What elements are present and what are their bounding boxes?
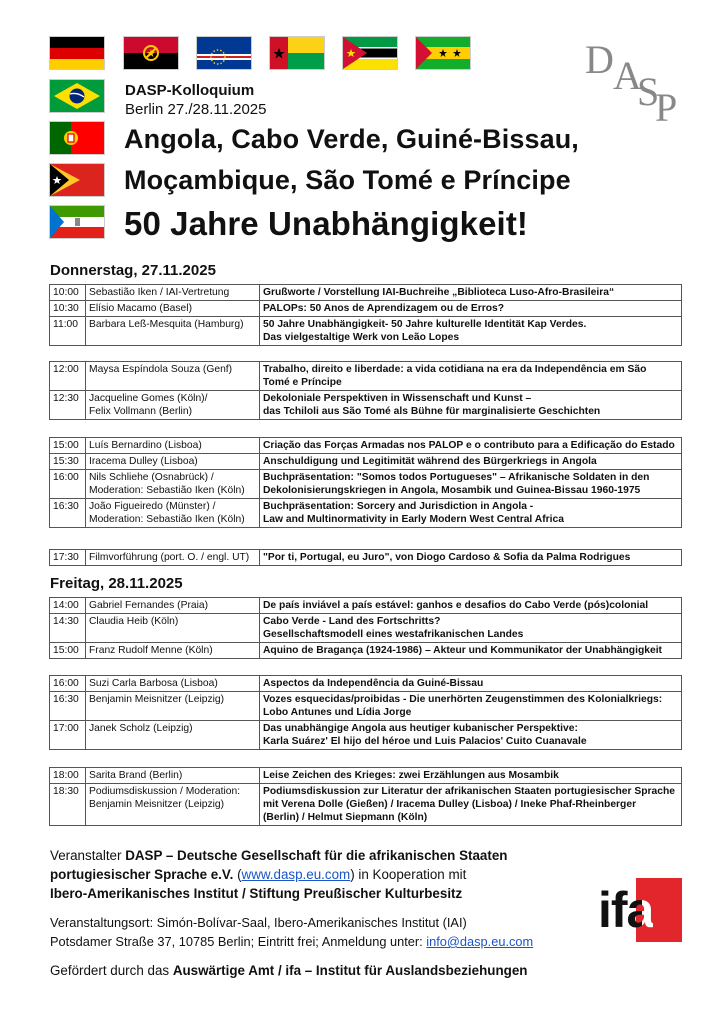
venue-address: Potsdamer Straße 37, 10785 Berlin; Eintritt frei; Anmeldung unter: [50,934,427,949]
schedule-row [50,614,682,643]
organizer-line-2 [50,867,466,882]
session-speaker [86,643,260,659]
partner: Ibero-Amerikanisches Institut / Stiftung Preußischer Kulturbesitz [50,886,463,901]
session-speaker [86,317,260,346]
mozambique-flag [343,37,397,69]
title-line: Leise Zeichen des Krieges: zwei Erzählungen aus Mosambik [263,770,559,781]
speaker-line: Jacqueline Gomes (Köln)/ [89,393,208,404]
title-line-1: Angola, Cabo Verde, Guiné-Bissau, [124,124,579,154]
speaker-line: Franz Rudolf Menne (Köln) [89,645,213,656]
speaker-line: Luís Bernardino (Lisboa) [89,440,202,451]
speaker-line: Moderation: Sebastião Iken (Köln) [89,485,245,496]
speaker-line: Suzi Carla Barbosa (Lisboa) [89,678,218,689]
session-time: 16:00 [50,470,86,499]
session-title [260,391,682,420]
speaker-line: Podiumsdiskussion / Moderation: [89,786,241,797]
dasp-logo [585,37,685,130]
session-title [260,499,682,528]
equatorial-guinea-flag [50,206,104,238]
schedule-body [50,550,682,566]
title-line: "Por ti, Portugal, eu Juro", von Diogo Cardoso & Sofia da Palma Rodrigues [263,552,631,563]
schedule-row [50,721,682,750]
title-line: 50 Jahre Unabhängigkeit- 50 Jahre kulturelle Identität Kap Verdes. [263,319,587,330]
schedule-row [50,499,682,528]
guinea-bissau-flag [270,37,324,69]
venue-line-1: Veranstaltungsort: Simón-Bolívar-Saal, Ibero-Amerikanisches Institut (IAI) [50,915,467,930]
organizer-name: DASP – Deutsche Gesellschaft für die afrikanischen Staaten [125,848,508,863]
session-time: 15:00 [50,643,86,659]
title-line-3: 50 Jahre Unabhängigkeit! [124,205,529,242]
speaker-line: Janek Scholz (Leipzig) [89,723,193,734]
title-line: De país inviável a país estável: ganhos e desafios do Cabo Verde (pós)colonial [263,600,649,611]
funded-prefix: Gefördert durch das [50,963,173,978]
schedule-body [50,598,682,659]
schedule-block [49,437,682,528]
schedule-row [50,454,682,470]
title-line: Grußworte / Vorstellung IAI-Buchreihe „Biblioteca Luso-Afro-Brasileira“ [263,287,615,298]
title-line: PALOPs: 50 Anos de Aprendizagem ou de Erros? [263,303,505,314]
title-line: Law and Multinormativity in Early Modern West Central Africa [263,514,564,525]
schedule-row [50,301,682,317]
session-time: 11:00 [50,317,86,346]
schedule-row [50,676,682,692]
schedule-body [50,362,682,420]
schedule-row [50,692,682,721]
session-title [260,470,682,499]
place-date: Berlin 27./28.11.2025 [125,101,267,118]
title-line: Trabalho, direito e liberdade: a vida cotidiana na era da Independência em São [263,364,647,375]
session-title [260,643,682,659]
session-speaker [86,454,260,470]
speaker-line: Benjamin Meisnitzer (Leipzig) [89,799,225,810]
schedule-body [50,768,682,826]
title-line: Anschuldigung und Legitimität während des Bürgerkriegs in Angola [263,456,597,467]
session-title [260,692,682,721]
organizer-name-cont: portugiesischer Sprache e.V. [50,867,234,882]
portugal-flag [50,122,104,154]
title-line: Tomé e Príncipe [263,377,342,388]
session-title [260,768,682,784]
logo-letter: S [637,69,660,114]
session-time: 14:30 [50,614,86,643]
session-speaker [86,470,260,499]
title-line: mit Verena Dolle (Gießen) / Iracema Dulley (Lisboa) / Ineke Phaf-Rheinberger [263,799,637,810]
title-line: Aquino de Bragança (1924-1986) – Akteur und Kommunikator der Unabhängigkeit [263,645,662,656]
session-time: 10:30 [50,301,86,317]
speaker-line: Sebastião Iken / IAI-Vertretung [89,287,230,298]
speaker-line: Felix Vollmann (Berlin) [89,406,193,417]
title-line: Dekoloniale Perspektiven in Wissenschaft und Kunst – [263,393,532,404]
speaker-line: Filmvorführung (port. O. / engl. UT) [89,552,250,563]
session-speaker [86,438,260,454]
session-time: 18:00 [50,768,86,784]
session-title [260,598,682,614]
speaker-line: Nils Schliehe (Osnabrück) / [89,472,214,483]
schedule-block [49,549,682,566]
logo-letter: A [613,53,642,98]
session-speaker [86,784,260,826]
ifa-logo [598,880,682,942]
session-title [260,721,682,750]
session-time: 15:00 [50,438,86,454]
session-time: 16:00 [50,676,86,692]
title-line: Criação das Forças Armadas nos PALOP e o contributo para a Edificação do Estado [263,440,675,451]
angola-flag [124,37,178,69]
session-speaker [86,391,260,420]
title-line: das Tchiloli aus São Tomé als Bühne für marginalisierte Geschichten [263,406,601,417]
title-line: Buchpräsentation: Sorcery and Jurisdiction in Angola - [263,501,534,512]
schedule-row [50,598,682,614]
session-speaker [86,614,260,643]
title-line: Aspectos da Independência da Guiné-Bissau [263,678,484,689]
funder-name: Auswärtige Amt / ifa – Institut für Auslandsbeziehungen [172,963,528,978]
session-time: 15:30 [50,454,86,470]
session-speaker [86,676,260,692]
speaker-line: Moderation: Sebastião Iken (Köln) [89,514,245,525]
session-title [260,550,682,566]
speaker-line: Barbara Leß-Mesquita (Hamburg) [89,319,244,330]
title-line: Gesellschaftsmodell eines westafrikanischen Landes [263,629,524,640]
session-speaker [86,598,260,614]
venue-line-2 [50,934,533,949]
ifa-logo-text [598,882,653,938]
logo-letter: P [655,85,678,130]
session-speaker [86,550,260,566]
session-time: 14:00 [50,598,86,614]
title-line: Vozes esquecidas/proibidas - Die unerhörten Zeugenstimmen des Kolonialkriegs: [263,694,663,705]
session-speaker [86,692,260,721]
session-title [260,454,682,470]
session-speaker [86,499,260,528]
cooperation-text: ) in Kooperation mit [350,867,467,882]
speaker-line: Claudia Heib (Köln) [89,616,179,627]
schedule-body [50,285,682,346]
title-line: Das vielgestaltige Werk von Leão Lopes [263,332,460,343]
schedule-row [50,285,682,301]
organizer-line-1 [50,848,507,863]
speaker-line: João Figueiredo (Münster) / [89,501,216,512]
title-line-2: Moçambique, São Tomé e Príncipe [124,165,571,195]
schedule-row [50,438,682,454]
session-speaker [86,721,260,750]
session-time: 17:30 [50,550,86,566]
session-title [260,614,682,643]
schedule-row [50,391,682,420]
session-time: 12:30 [50,391,86,420]
organizer-prefix: Veranstalter [50,848,126,863]
germany-flag [50,37,104,69]
schedule-block [49,767,682,826]
session-title [260,285,682,301]
session-title [260,301,682,317]
speaker-line: Sarita Brand (Berlin) [89,770,183,781]
speaker-line: Elísio Macamo (Basel) [89,303,192,314]
schedule-block [49,675,682,750]
title-line: Lobo Antunes und Lídia Jorge [263,707,412,718]
schedule-body [50,676,682,750]
title-line: Cabo Verde - Land des Fortschritts? [263,616,441,627]
email-link[interactable]: info@dasp.eu.com [426,934,534,949]
cabo-verde-flag [197,37,251,69]
paren-open: ( [233,867,242,882]
session-time: 12:00 [50,362,86,391]
session-title [260,317,682,346]
schedule-block [49,361,682,420]
speaker-line: Benjamin Meisnitzer (Leipzig) [89,694,225,705]
title-line: Dekolonisierungskriegen in Angola, Mosambik und Guinea-Bissau 1960-1975 [263,485,641,496]
schedule-block [49,284,682,346]
session-title [260,784,682,826]
session-time: 18:30 [50,784,86,826]
session-speaker [86,362,260,391]
title-line: Karla Suárez' El hijo del héroe und Luis Palacios' Cuito Cuanavale [263,736,587,747]
schedule-block [49,597,682,659]
schedule-row [50,784,682,826]
session-time: 16:30 [50,499,86,528]
sao-tome-flag [416,37,470,69]
title-line: (Berlin) / Helmut Siepmann (Köln) [263,812,428,823]
session-speaker [86,768,260,784]
schedule-row [50,768,682,784]
day-heading-friday: Freitag, 28.11.2025 [50,575,183,592]
website-link[interactable]: www.dasp.eu.com [241,867,351,882]
ifa-text: ifa [598,882,654,938]
schedule-row [50,470,682,499]
colloquium-name: DASP-Kolloquium [125,82,255,99]
logo-letter: D [585,37,614,82]
day-heading-thursday: Donnerstag, 27.11.2025 [50,262,216,279]
schedule-body [50,438,682,528]
schedule-row [50,362,682,391]
session-time: 17:00 [50,721,86,750]
schedule-row [50,317,682,346]
session-title [260,676,682,692]
title-line: Das unabhängige Angola aus heutiger kubanischer Perspektive: [263,723,578,734]
title-line: Podiumsdiskussion zur Literatur der afrikanischen Staaten portugiesischer Sprache [263,786,675,797]
timor-leste-flag [50,164,104,196]
session-title [260,438,682,454]
session-speaker [86,285,260,301]
session-title [260,362,682,391]
speaker-line: Iracema Dulley (Lisboa) [89,456,198,467]
schedule-row [50,643,682,659]
schedule-row [50,550,682,566]
funded-line [50,963,527,978]
session-time: 10:00 [50,285,86,301]
brazil-flag [50,80,104,112]
session-speaker [86,301,260,317]
speaker-line: Gabriel Fernandes (Praia) [89,600,209,611]
title-line: Buchpräsentation: "Somos todos Portugueses" – Afrikanische Soldaten in den [263,472,650,483]
speaker-line: Maysa Espíndola Souza (Genf) [89,364,233,375]
session-time: 16:30 [50,692,86,721]
